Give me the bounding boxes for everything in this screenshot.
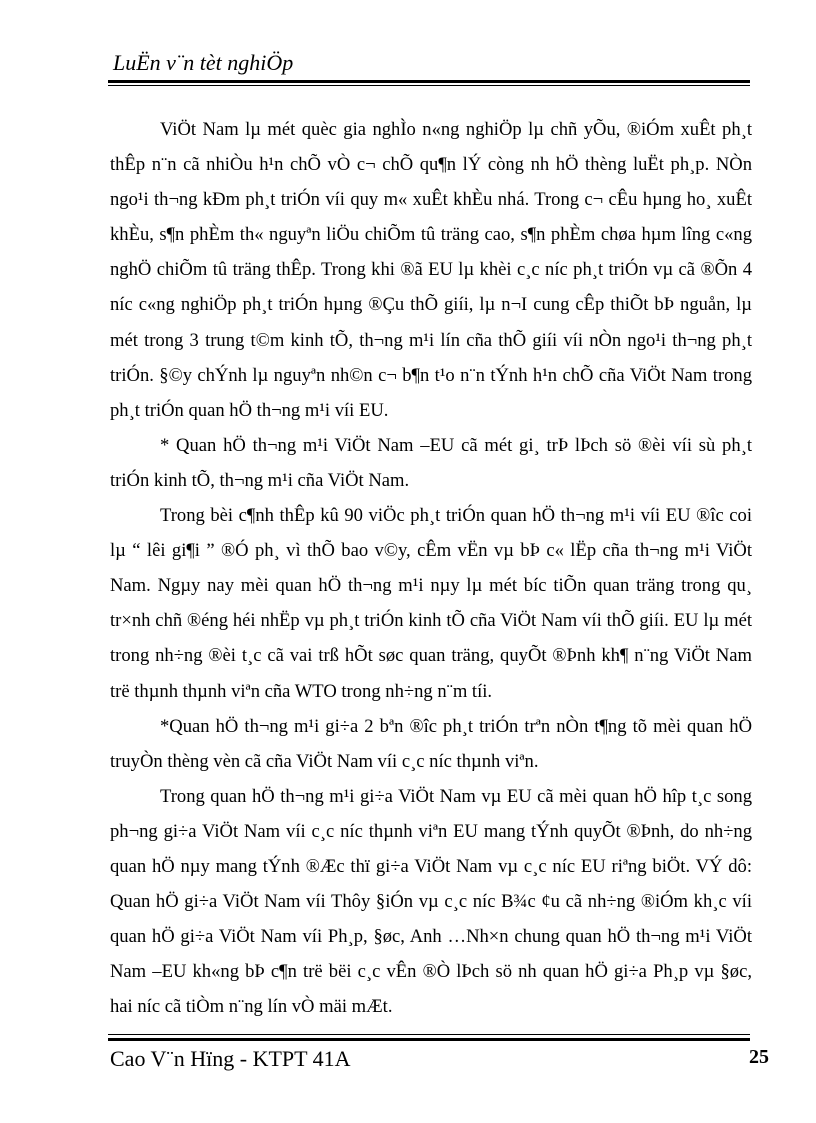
paragraph: *Quan hÖ th¬ng m¹i gi÷a 2 bªn ®îc ph¸t triÓn trªn nÒn t¶ng tõ mèi quan hÖ truyÒn thèng vèn cã cña ViÖt Nam víi c¸c níc thµnh viªn. <box>110 715 752 772</box>
paragraph: Trong bèi c¶nh thÊp kû 90 viÖc ph¸t triÓn quan hÖ th¬ng m¹i víi EU ®îc coi lµ “ lêi gi¶i ” ®Ó ph¸ vì thÕ bao v©y, cÊm vËn vµ bÞ c« lËp cña th¬ng m¹i ViÖt Nam. Ngµy nay mèi quan hÖ th¬ng m¹i nµy lµ mét bíc tiÕn quan träng trong qu¸ tr×nh chñ ®éng héi nhËp vµ ph¸t triÓn kinh tÕ cña ViÖt Nam víi thÕ giíi. EU lµ mét trong nh÷ng ®èi t¸c cã vai trß hÕt søc quan träng, quyÕt ®Þnh kh¶ n¨ng ViÖt Nam trë thµnh thµnh viªn cña WTO trong nh÷ng n¨m tíi. <box>110 505 752 702</box>
paragraph: Trong quan hÖ th¬ng m¹i gi÷a ViÖt Nam vµ EU cã mèi quan hÖ hîp t¸c song ph¬ng gi÷a ViÖt Nam víi c¸c níc thµnh viªn EU mang tÝnh quyÕt ®Þnh, do nh÷ng quan hÖ nµy mang tÝnh ®Æc thï gi÷a ViÖt Nam vµ c¸c níc EU riªng biÖt. VÝ dô: Quan hÖ gi÷a ViÖt Nam víi Thôy §iÓn vµ c¸c níc B¾c ¢u cã nh÷ng ®iÓm kh¸c víi quan hÖ gi÷a ViÖt Nam víi Ph¸p, §øc, Anh …Nh×n chung quan hÖ th¬ng m¹i ViÖt Nam –EU kh«ng bÞ c¶n trë bëi c¸c vÊn ®Ò lÞch sö nh quan hÖ gi÷a Ph¸p vµ §øc, hai níc cã tiÒm n¨ng lín vÒ mäi mÆt. <box>110 785 752 1018</box>
footer-rule-thick <box>108 1038 750 1041</box>
header-rule-thin <box>108 85 750 86</box>
paragraph: * Quan hÖ th¬ng m¹i ViÖt Nam –EU cã mét gi¸ trÞ lÞch sö ®èi víi sù ph¸t triÓn kinh tÕ, th¬ng m¹i cña ViÖt Nam. <box>110 434 752 491</box>
paragraph: ViÖt Nam lµ mét quèc gia nghÌo n«ng nghiÖp lµ chñ yÕu, ®iÓm xuÊt ph¸t thÊp n¨n cã nhiÒu h¹n chÕ vÒ c¬ chÕ qu¶n lÝ còng nh hÖ thèng luËt ph¸p. NÒn ngo¹i th¬ng kÐm ph¸t triÓn víi quy m« xuÊt khÈu nhá. Trong c¬ cÊu hµng ho¸ xuÊt khÈu, s¶n phÈm th« nguyªn liÖu chiÕm tû träng cao, s¶n phÈm chøa hµm lîng c«ng nghÖ chiÕm tû träng thÊp. Trong khi ®ã EU lµ khèi c¸c níc ph¸t triÓn vµ cã ®Õn 4 níc c«ng nghiÖp ph¸t triÓn hµng ®Çu thÕ giíi, lµ n¬I cung cÊp thiÕt bÞ nguån, lµ mét trong 3 trung t©m kinh tÕ, th¬ng m¹i lín cña thÕ giíi víi nÒn ngo¹i th¬ng ph¸t triÓn. §©y chÝnh lµ nguyªn nh©n c¬ b¶n t¹o n¨n tÝnh h¹n chÕ cña ViÖt Nam trong ph¸t triÓn quan hÖ th¬ng m¹i víi EU. <box>110 119 752 421</box>
footer-rule-thin <box>108 1034 750 1035</box>
header-title: LuËn v¨n tèt nghiÖp <box>113 50 294 75</box>
footer-author: Cao V¨n Hïng - KTPT 41A <box>110 1046 351 1071</box>
body-text <box>110 112 752 1024</box>
page-number: 25 <box>749 1046 769 1068</box>
header-rule-thick <box>108 80 750 83</box>
